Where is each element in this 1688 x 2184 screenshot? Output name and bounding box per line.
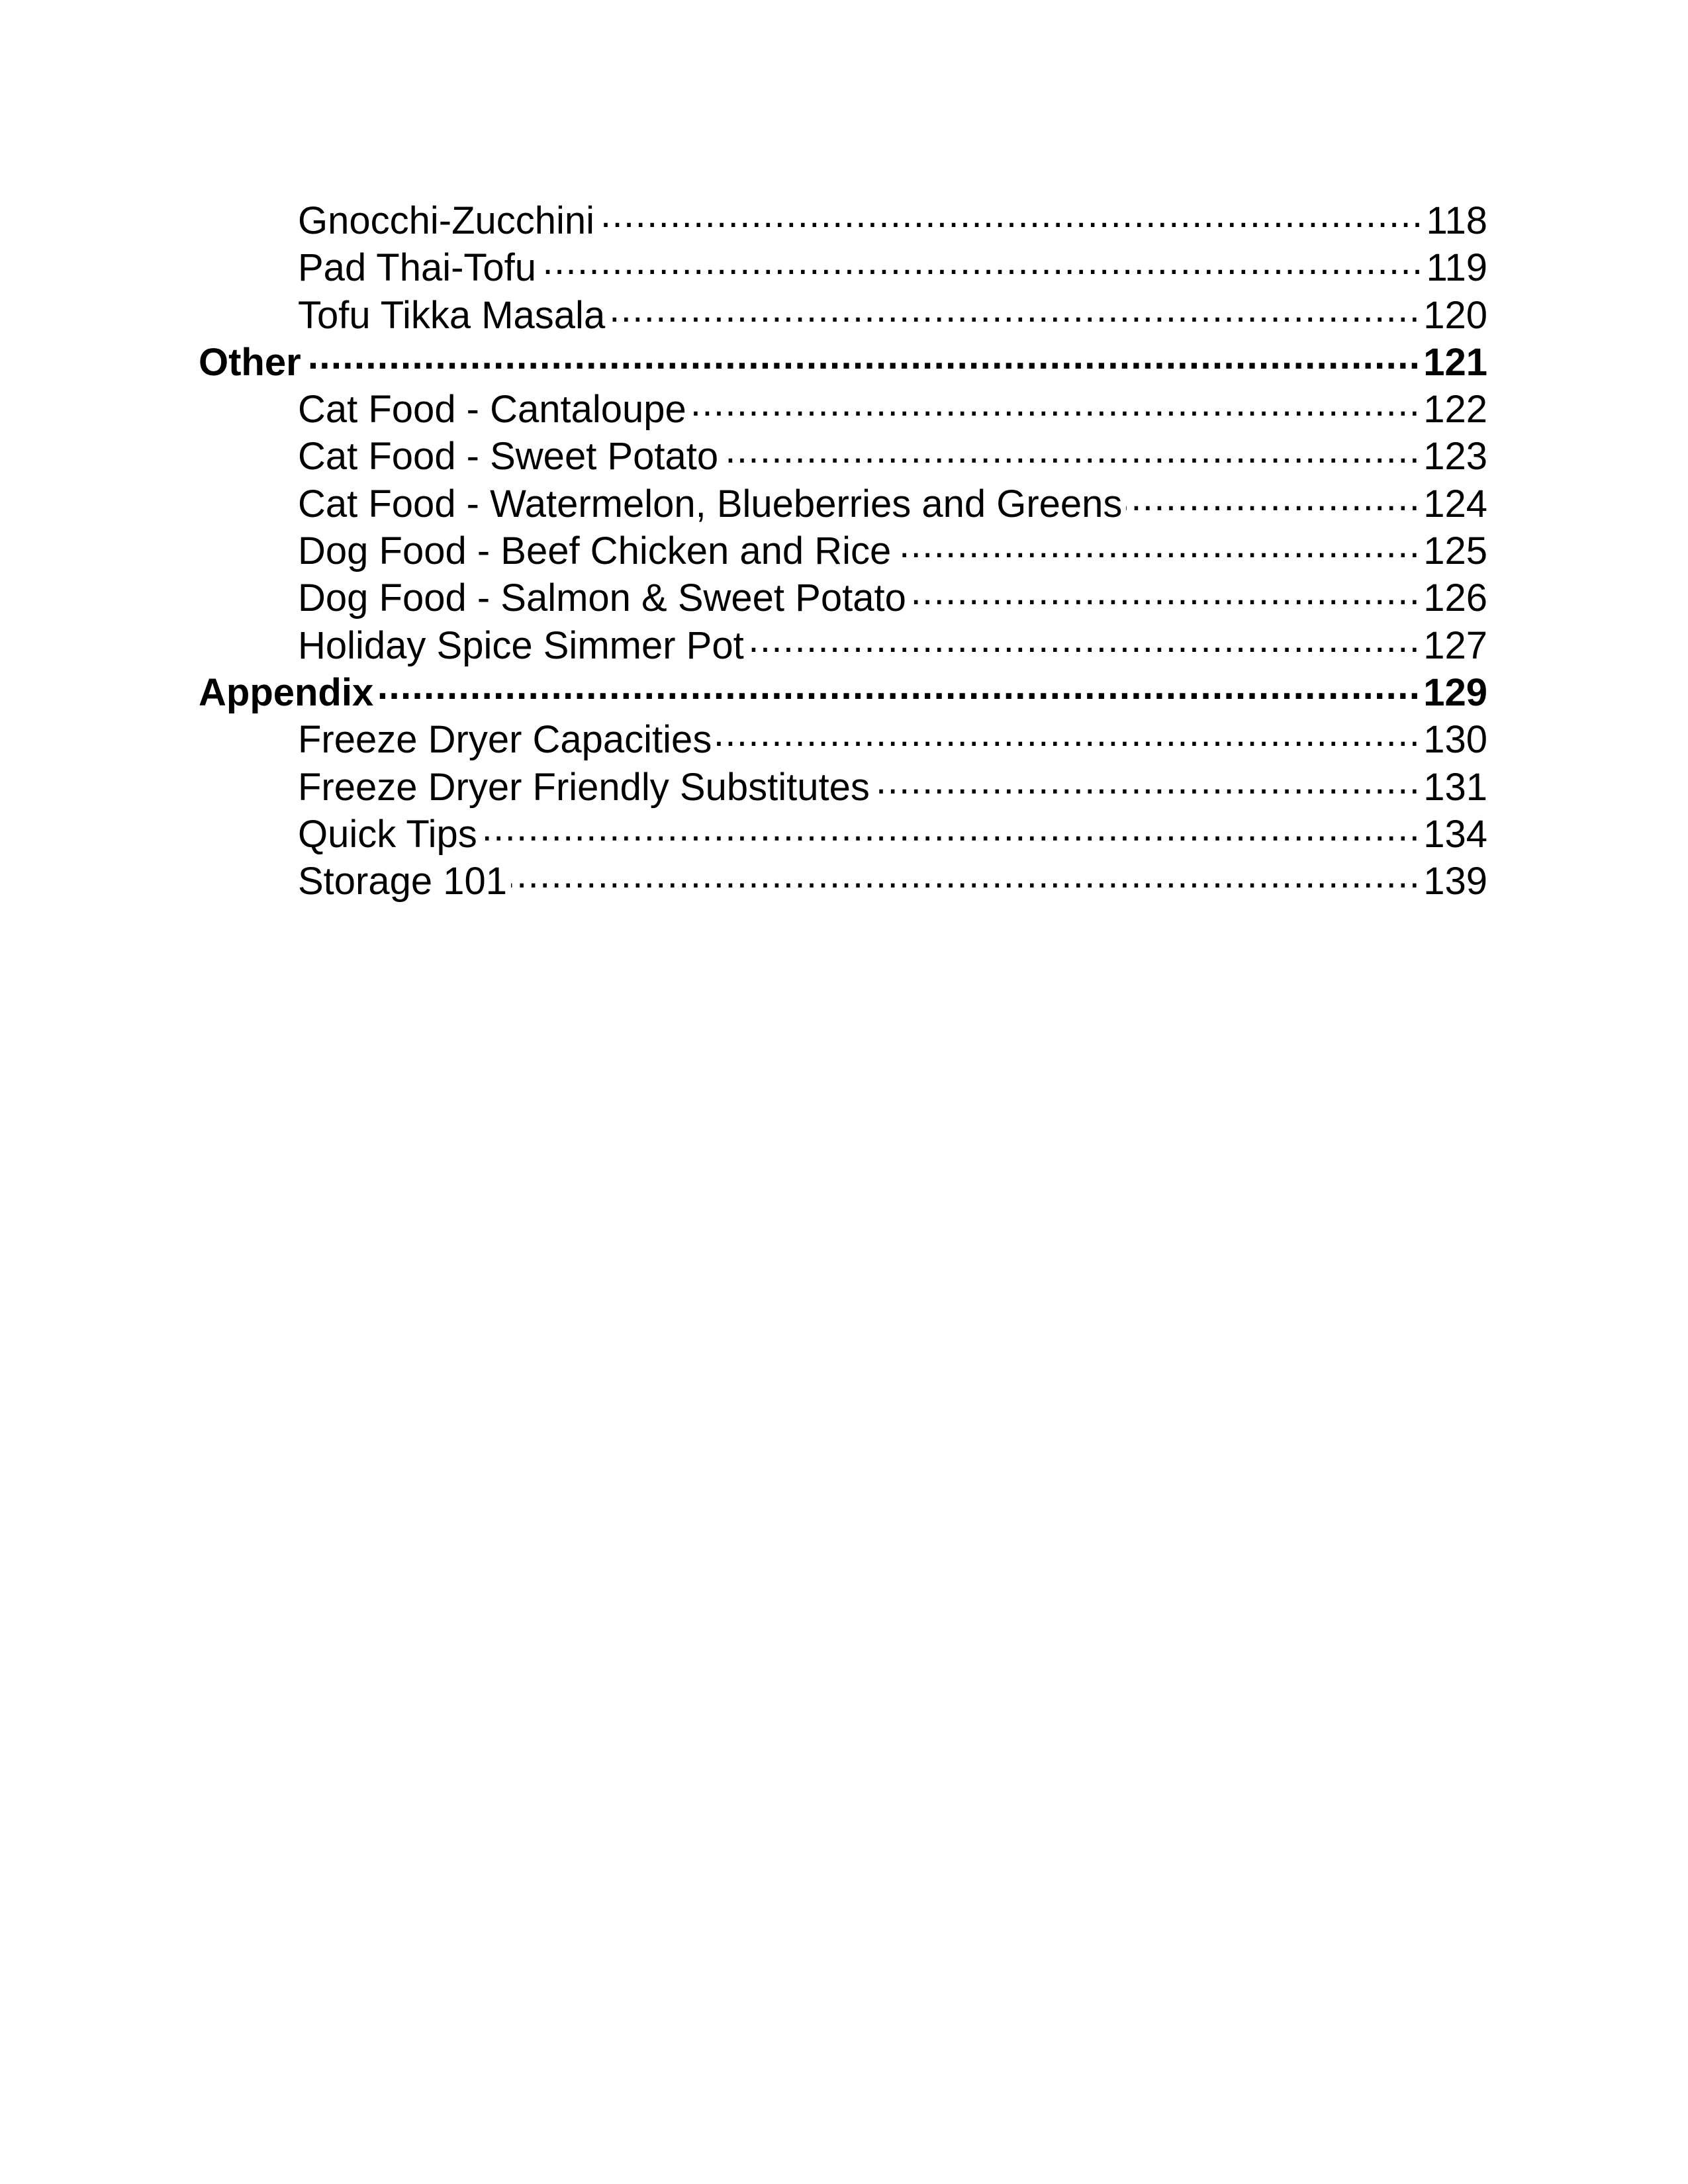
dot-leader <box>305 337 1421 375</box>
toc-section-entry[interactable] <box>199 667 1487 714</box>
toc-entry[interactable] <box>199 620 1487 667</box>
toc-entry-title: Gnocchi-Zucchini <box>298 199 595 242</box>
dot-leader <box>540 242 1423 281</box>
toc-entry-page: 123 <box>1423 435 1487 478</box>
toc-entry[interactable] <box>199 762 1487 809</box>
toc-entry-title: Dog Food - Beef Chicken and Rice <box>298 529 892 573</box>
toc-section-entry[interactable] <box>199 337 1487 384</box>
toc-section-title: Other <box>199 340 301 384</box>
toc-entry[interactable] <box>199 572 1487 619</box>
toc-entry[interactable] <box>199 809 1487 856</box>
toc-entry[interactable] <box>199 478 1487 525</box>
dot-leader <box>481 809 1421 847</box>
toc-entry[interactable] <box>199 195 1487 242</box>
toc-entry-title: Dog Food - Salmon & Sweet Potato <box>298 576 906 620</box>
toc-section-page: 129 <box>1423 670 1487 714</box>
toc-entry-page: 127 <box>1423 623 1487 667</box>
toc-entry[interactable] <box>199 856 1487 903</box>
dot-leader <box>722 431 1421 469</box>
toc-entry-title: Freeze Dryer Capacities <box>298 718 712 762</box>
toc-entry-page: 122 <box>1423 388 1487 432</box>
toc-entry-title: Storage 101 <box>298 860 508 903</box>
toc-entry-title: Holiday Spice Simmer Pot <box>298 623 744 667</box>
toc-entry[interactable] <box>199 290 1487 337</box>
dot-leader <box>1126 478 1421 517</box>
toc-entry-page: 119 <box>1426 246 1487 290</box>
dot-leader <box>748 620 1421 659</box>
dot-leader <box>874 762 1421 800</box>
toc-entry-page: 134 <box>1423 812 1487 856</box>
toc-section-title: Appendix <box>199 670 374 714</box>
toc-entry[interactable] <box>199 384 1487 431</box>
toc-entry-title: Cat Food - Watermelon, Blueberries and Greens <box>298 482 1123 525</box>
dot-leader <box>609 290 1421 328</box>
toc-entry-page: 118 <box>1426 199 1487 242</box>
dot-leader <box>377 667 1421 705</box>
dot-leader <box>598 195 1423 234</box>
toc-entry[interactable] <box>199 714 1487 761</box>
toc-entry-title: Tofu Tikka Masala <box>298 293 606 337</box>
toc-entry-title: Pad Thai-Tofu <box>298 246 537 290</box>
toc-entry-title: Quick Tips <box>298 812 477 856</box>
toc-entry-page: 130 <box>1423 718 1487 762</box>
toc-entry-page: 125 <box>1423 529 1487 573</box>
toc-entry-title: Cat Food - Sweet Potato <box>298 435 719 478</box>
dot-leader <box>716 714 1421 752</box>
toc-section-page: 121 <box>1423 340 1487 384</box>
toc-entry-title: Freeze Dryer Friendly Substitutes <box>298 765 870 809</box>
toc-entry-page: 131 <box>1423 765 1487 809</box>
toc-entry[interactable] <box>199 525 1487 572</box>
dot-leader <box>895 525 1421 564</box>
dot-leader <box>910 572 1421 611</box>
toc-entry[interactable] <box>199 242 1487 289</box>
toc-entry-page: 124 <box>1423 482 1487 525</box>
dot-leader <box>690 384 1421 422</box>
toc-entry-page: 120 <box>1423 293 1487 337</box>
toc-entry-page: 126 <box>1423 576 1487 620</box>
toc-entry[interactable] <box>199 431 1487 478</box>
dot-leader <box>511 856 1421 894</box>
table-of-contents <box>199 195 1487 903</box>
toc-entry-title: Cat Food - Cantaloupe <box>298 388 686 432</box>
toc-entry-page: 139 <box>1423 860 1487 903</box>
